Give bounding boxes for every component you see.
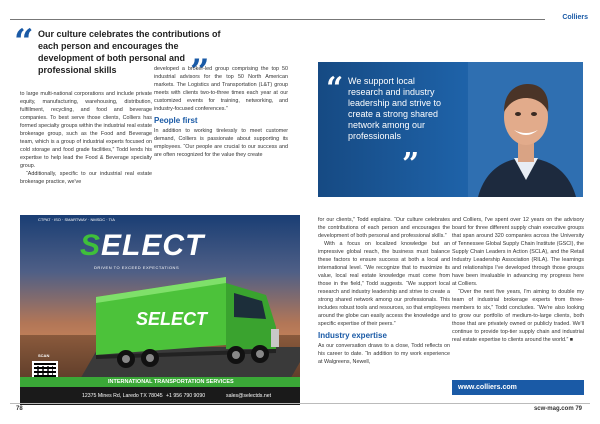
paragraph: for our clients,” Todd explains. “Our culture celebrates the contributions of each person and encourages the development of both personal and professional skills.” [318, 217, 450, 239]
ad-scan-label: SCAN [38, 353, 50, 358]
quote-open-mark: “ [14, 22, 34, 62]
section-heading: People first [154, 116, 198, 125]
article-column-3 [318, 216, 450, 366]
page-number-left: 78 [16, 406, 23, 412]
article-column-4 [452, 216, 584, 344]
article-column-2 [154, 65, 288, 159]
svg-text:SELECT: SELECT [136, 309, 208, 329]
quote-close-mark: ” [402, 147, 420, 182]
paragraph: developed a broker-led group comprising the top 50 industrial advisors for the top 50 North American markets. The Logistics and Transportation (L&T) group meets with clients two-to-three times each year at our customized events for training, networking, and industry-focused conferences.” [154, 66, 288, 112]
ad-services-band: INTERNATIONAL TRANSPORTATION SERVICES [20, 377, 300, 387]
colliers-url-link[interactable]: www.colliers.com [452, 380, 584, 395]
photo-quote [326, 71, 444, 182]
ad-logo [80, 229, 204, 263]
paragraph: “Additionally, specific to our industrial real estate brokerage practice, we've [20, 171, 152, 185]
portrait-image [468, 62, 583, 197]
pull-quote-text: Our culture celebrates the contributions of each person and encourages the development of both personal and professional skills [38, 29, 221, 75]
ad-phone: +1 956 790 9090 [166, 393, 206, 399]
truck-image [76, 267, 286, 377]
footer-rule [10, 403, 590, 404]
page-number-right: scw-mag.com 79 [533, 406, 582, 412]
paragraph: and Colliers, I've spent over 12 years on the advisory board for three different supply chain executive groups that span around 320 companies across the University of Tennessee Global Supply Chain Institute (GSCI), the Supply Chain Leaders in Action (SCLA), and the Retail Industry Leadership Association (RILA). The learnings and relationships I've developed through those groups have been invaluable in advancing my progress here at Colliers. [452, 217, 584, 287]
ad-tagline: DRIVEN TO EXCEED EXPECTATIONS [94, 265, 180, 270]
feature-photo [318, 62, 583, 197]
paragraph: With a focus on localized knowledge but an impressive global reach, the business must balance these factors to ensure success at both a local and international level. “We recognize that to maximize its value, local real estate knowledge must come from those in the field,” Todd suggests. “We support local research and industry leadership and strive to create a strong shared network among our professionals. This includes robust tools and resources, so that employees around the globe can easily access the knowledge and specific expertise of their peers.” [318, 241, 450, 327]
ad-logo-rest: ELECT [101, 229, 205, 262]
quote-close-mark: ” [190, 52, 210, 92]
ad-email: sales@selectds.net [226, 393, 272, 399]
paragraph: to large multi-national corporations and include private equity, manufacturing, warehousing, distribution, fulfillment, recycling, and food and beverage companies. To best serve those clients, Colliers has formed specialty groups within the industrial real estate brokerage group, such as the Food and Beverage team, which is a group of industrial experts focused on cold storage and food grade facilities,” Todd lends his expertise to help lead the Food & Beverage specialty group. [20, 91, 152, 169]
article-column-1 [20, 90, 152, 186]
section-heading: Industry expertise [318, 331, 387, 340]
ad-cert-logos: CTPAT · ISO · SMARTWAY · NMSDC · TIA [38, 217, 115, 222]
photo-quote-text: We support local research and industry leadership and strive to create a strong shared network among our professionals [348, 76, 442, 141]
brand-name: Colliers [562, 14, 588, 21]
quote-open-mark: “ [326, 71, 344, 106]
ad-logo-first-letter: S [80, 229, 102, 262]
paragraph: In addition to working tirelessly to meet customer demand, Colliers is passionate about supporting its employees. “Our people are crucial to our success and are often recognized for the value they create [154, 128, 288, 158]
paragraph: “Over the next five years, I'm aiming to double my team of industrial brokerage experts from three-members to six,” Todd concludes. “We're also looking to grow our portfolio of medium-to-large clients, both those that are privately owned or publicly traded. We'll continue to provide top-tier supply chain and industrial real estate expertise to clients around the world.” ■ [452, 289, 584, 343]
select-advertisement[interactable] [20, 215, 300, 405]
header-rule [10, 19, 545, 20]
ad-address: 12375 Mines Rd, Laredo TX 78045 [82, 393, 163, 399]
paragraph: As our conversation draws to a close, Todd reflects on his career to date. “In addition to my work experience at Walgreens, Newell, [318, 343, 450, 365]
